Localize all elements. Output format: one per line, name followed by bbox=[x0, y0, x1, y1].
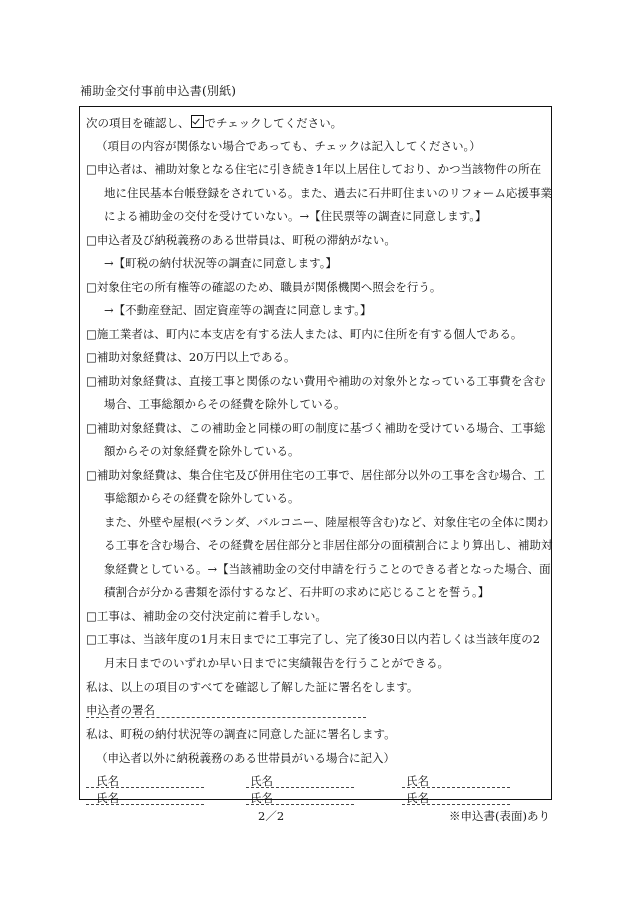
item-2-line-1[interactable]: □申込者及び納税義務のある世帯員は、町税の滞納がない。 bbox=[86, 233, 396, 247]
item-8-line-6: 積割合が分かる書類を添付するなど、石井町の求めに応じることを誓う。】 bbox=[104, 585, 490, 599]
item-1-line-3: による補助金の交付を受けていない。→【住民票等の調査に同意します。】 bbox=[104, 209, 487, 223]
name-field-5[interactable] bbox=[246, 804, 354, 805]
item-6-line-2: 場合、工事総額からその経費を除外している。 bbox=[104, 397, 346, 411]
item-10-line-2: 月末日までのいずれか早い日までに実績報告を行うことができる。 bbox=[104, 656, 449, 670]
intro-pre: 次の項目を確認し、 bbox=[86, 116, 190, 130]
item-8-line-4: る工事を含む場合、その経費を居住部分と非居住部分の面積割合により算出し、補助対 bbox=[104, 538, 553, 552]
intro-note: （項目の内容が関係ない場合であっても、チェックは記入してください。） bbox=[96, 139, 481, 153]
item-10-line-1[interactable]: □工事は、当該年度の1月末日までに工事完了し、完了後30日以内若しくは当該年度の2 bbox=[86, 632, 541, 646]
item-7-line-1[interactable]: □補助対象経費は、この補助金と同様の町の制度に基づく補助を受けている場合、工事総 bbox=[86, 421, 546, 435]
item-3-line-2: →【不動産登記、固定資産等の調査に同意します。】 bbox=[104, 303, 372, 317]
intro-line bbox=[86, 115, 342, 130]
name-field-2[interactable] bbox=[246, 787, 354, 788]
name-label: 氏名 bbox=[96, 791, 119, 805]
consent-note: （申込者以外に納税義務のある世帯員がいる場合に記入） bbox=[96, 751, 395, 765]
footer-note: ※申込書(表面)あり bbox=[449, 809, 550, 823]
name-field-4[interactable] bbox=[86, 804, 204, 805]
name-label: 氏名 bbox=[250, 774, 273, 788]
consent-statement: 私は、町税の納付状況等の調査に同意した証に署名します。 bbox=[86, 727, 396, 741]
item-7-line-2: 額からその対象経費を除外している。 bbox=[104, 444, 300, 458]
item-9-line-1[interactable]: □工事は、補助金の交付決定前に着手しない。 bbox=[86, 609, 327, 623]
item-8-line-3: また、外壁や屋根(ベランダ、バルコニー、陸屋根等含む)など、対象住宅の全体に関わ bbox=[104, 515, 549, 529]
item-5-line-1[interactable]: □補助対象経費は、20万円以上である。 bbox=[86, 350, 296, 364]
checklist-box bbox=[79, 106, 553, 805]
item-8-line-2: 事総額からその経費を除外している。 bbox=[104, 491, 300, 505]
name-field-3[interactable] bbox=[402, 787, 510, 788]
intro-post: でチェックしてください。 bbox=[204, 116, 343, 130]
item-6-line-1[interactable]: □補助対象経費は、直接工事と関係のない費用や補助の対象外となっている工事費を含む bbox=[86, 374, 546, 388]
item-3-line-1[interactable]: □対象住宅の所有権等の確認のため、職員が関係機関へ照会を行う。 bbox=[86, 280, 442, 294]
page-number: 2／2 bbox=[258, 809, 285, 823]
signature-line[interactable] bbox=[86, 717, 366, 718]
item-8-line-1[interactable]: □補助対象経費は、集合住宅及び併用住宅の工事で、居住部分以外の工事を含む場合、工 bbox=[86, 468, 546, 482]
item-4-line-1[interactable]: □施工業者は、町内に本支店を有する法人または、町内に住所を有する個人である。 bbox=[86, 327, 523, 341]
item-1-line-1[interactable]: □申込者は、補助対象となる住宅に引き続き1年以上居住しており、かつ当該物件の所在 bbox=[86, 162, 542, 176]
name-field-1[interactable] bbox=[86, 787, 204, 788]
form-title: 補助金交付事前申込書(別紙) bbox=[80, 84, 237, 98]
checkmark-example-icon bbox=[191, 115, 204, 128]
confirm-statement: 私は、以上の項目のすべてを確認し了解した証に署名をします。 bbox=[86, 680, 419, 694]
signature-label: 申込者の署名 bbox=[86, 703, 155, 717]
name-label: 氏名 bbox=[250, 791, 273, 805]
item-1-line-2: 地に住民基本台帳登録をされている。また、過去に石井町住まいのリフォーム応援事業 bbox=[104, 186, 552, 200]
name-label: 氏名 bbox=[406, 791, 429, 805]
name-label: 氏名 bbox=[406, 774, 429, 788]
item-8-line-5: 象経費としている。→【当該補助金の交付申請を行うことのできる者となった場合、面 bbox=[104, 562, 551, 576]
name-label: 氏名 bbox=[96, 774, 119, 788]
name-field-6[interactable] bbox=[402, 804, 510, 805]
item-2-line-2: →【町税の納付状況等の調査に同意します。】 bbox=[104, 256, 337, 270]
